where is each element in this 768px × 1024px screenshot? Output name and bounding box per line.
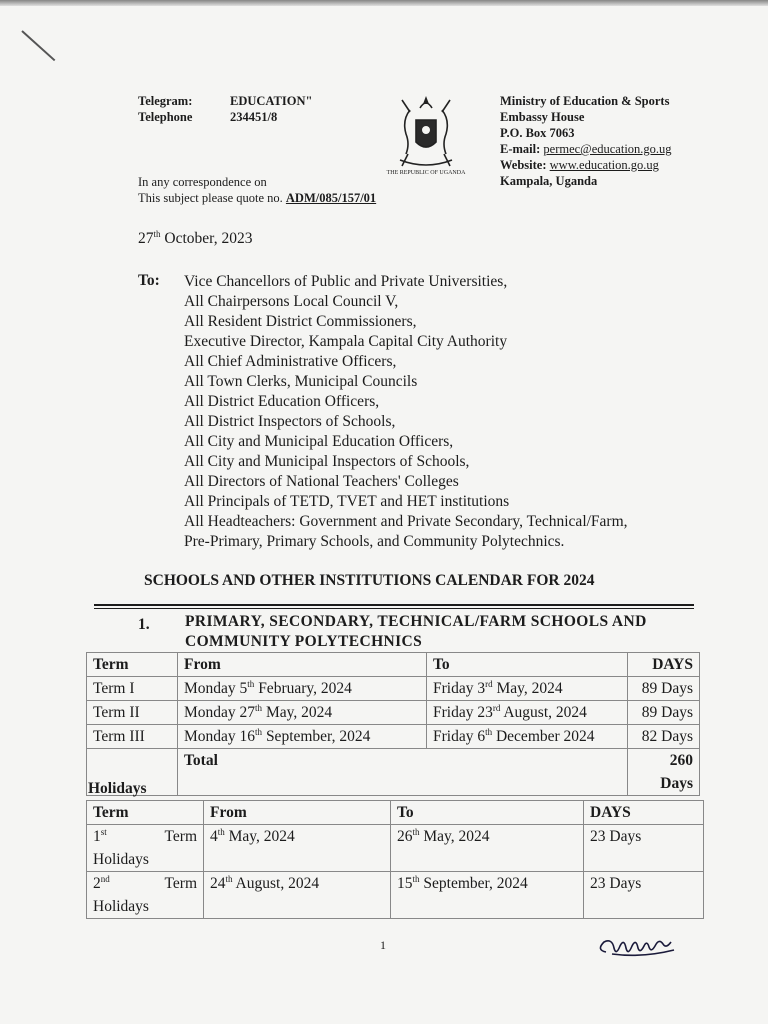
header-to: To	[391, 801, 584, 825]
po-box: P.O. Box 7063	[500, 126, 575, 140]
term-table	[86, 652, 700, 796]
from-cell: Monday 5th February, 2024	[178, 677, 427, 701]
to-cell: 26th May, 2024	[391, 825, 584, 872]
city: Kampala, Uganda	[500, 174, 598, 188]
header-from: From	[204, 801, 391, 825]
recipient: All Directors of National Teachers' Colleges	[184, 473, 459, 490]
recipient: All Resident District Commissioners,	[184, 313, 417, 330]
website-label: Website:	[500, 158, 547, 172]
header-to: To	[427, 653, 628, 677]
holidays-table	[86, 800, 704, 919]
correspondence-note	[138, 174, 376, 206]
calendar-title: SCHOOLS AND OTHER INSTITUTIONS CALENDAR FOR 2024	[144, 572, 595, 589]
days-cell: 89 Days	[628, 677, 700, 701]
date-suffix: th	[153, 228, 161, 239]
recipient: All Principals of TETD, TVET and HET institutions	[184, 493, 510, 510]
letter-date	[138, 230, 252, 248]
to-cell: Friday 3rd May, 2024	[427, 677, 628, 701]
table-header-row	[87, 653, 700, 677]
recipient: All City and Municipal Inspectors of Schools,	[184, 453, 470, 470]
table-row	[87, 825, 704, 872]
term-cell: 1st Term Holidays	[87, 825, 204, 872]
to-cell: 15th September, 2024	[391, 872, 584, 919]
table-row	[87, 701, 700, 725]
ministry-address	[500, 93, 672, 189]
recipient: Pre-Primary, Primary Schools, and Community Polytechnics.	[184, 533, 565, 550]
holidays-label: Holidays	[88, 780, 147, 797]
to-cell: Friday 23rd August, 2024	[427, 701, 628, 725]
telephone-value: 234451/8	[230, 110, 278, 124]
term-cell: Term III	[87, 725, 178, 749]
recipient: All Chairpersons Local Council V,	[184, 293, 399, 310]
email-label: E-mail:	[500, 142, 541, 156]
to-cell: Friday 6th December 2024	[427, 725, 628, 749]
term-cell: 2nd Term Holidays	[87, 872, 204, 919]
coat-of-arms-icon	[380, 90, 472, 178]
days-cell: 23 Days	[584, 825, 704, 872]
recipient: All Headteachers: Government and Private Secondary, Technical/Farm,	[184, 513, 628, 530]
header-term: Term	[87, 801, 204, 825]
from-cell: 4th May, 2024	[204, 825, 391, 872]
total-label: Total	[178, 749, 628, 796]
divider	[94, 604, 694, 606]
days-cell: 23 Days	[584, 872, 704, 919]
days-cell: 82 Days	[628, 725, 700, 749]
table-row	[87, 677, 700, 701]
term-cell: Term I	[87, 677, 178, 701]
header-term: Term	[87, 653, 178, 677]
table-header-row	[87, 801, 704, 825]
telephone-label: Telephone	[138, 110, 193, 124]
section-title: PRIMARY, SECONDARY, TECHNICAL/FARM SCHOOLS AND COMMUNITY POLYTECHNICS	[185, 613, 647, 650]
contact-left	[138, 93, 312, 125]
from-cell: Monday 27th May, 2024	[178, 701, 427, 725]
recipient: Executive Director, Kampala Capital City Authority	[184, 333, 508, 350]
telegram-label: Telegram:	[138, 94, 193, 108]
scan-edge	[0, 0, 768, 6]
building-name: Embassy House	[500, 110, 585, 124]
header-from: From	[178, 653, 427, 677]
email-link[interactable]: permec@education.go.ug	[543, 142, 672, 156]
coat-caption: THE REPUBLIC OF UGANDA	[386, 170, 466, 176]
table-row	[87, 872, 704, 919]
scan-mark	[21, 30, 55, 61]
days-cell: 89 Days	[628, 701, 700, 725]
page-number: 1	[380, 938, 386, 952]
from-cell: 24th August, 2024	[204, 872, 391, 919]
recipient: All District Inspectors of Schools,	[184, 413, 396, 430]
correspondence-line2: This subject please quote no.	[138, 191, 283, 205]
correspondence-line1: In any correspondence on	[138, 175, 267, 189]
from-cell: Monday 16th September, 2024	[178, 725, 427, 749]
total-days: 260 Days	[628, 749, 700, 796]
recipient: Vice Chancellors of Public and Private Universities,	[184, 273, 508, 290]
recipient: All Town Clerks, Municipal Councils	[184, 373, 418, 390]
header-days: DAYS	[628, 653, 700, 677]
recipient: All District Education Officers,	[184, 393, 380, 410]
signature-icon	[592, 928, 692, 968]
divider	[94, 608, 694, 609]
table-row	[87, 725, 700, 749]
recipient-list	[184, 272, 704, 552]
header-days: DAYS	[584, 801, 704, 825]
recipient: All City and Municipal Education Officers,	[184, 433, 454, 450]
website-link[interactable]: www.education.go.ug	[549, 158, 659, 172]
recipient: All Chief Administrative Officers,	[184, 353, 397, 370]
date-rest: October, 2023	[160, 230, 253, 247]
to-label: To:	[138, 272, 160, 289]
term-cell: Term II	[87, 701, 178, 725]
telegram-value: EDUCATION"	[230, 94, 313, 108]
section-number: 1.	[138, 616, 150, 633]
total-row	[87, 749, 700, 796]
reference-number: ADM/085/157/01	[285, 191, 377, 205]
date-day: 27	[138, 230, 154, 247]
ministry-name: Ministry of Education & Sports	[500, 94, 670, 108]
